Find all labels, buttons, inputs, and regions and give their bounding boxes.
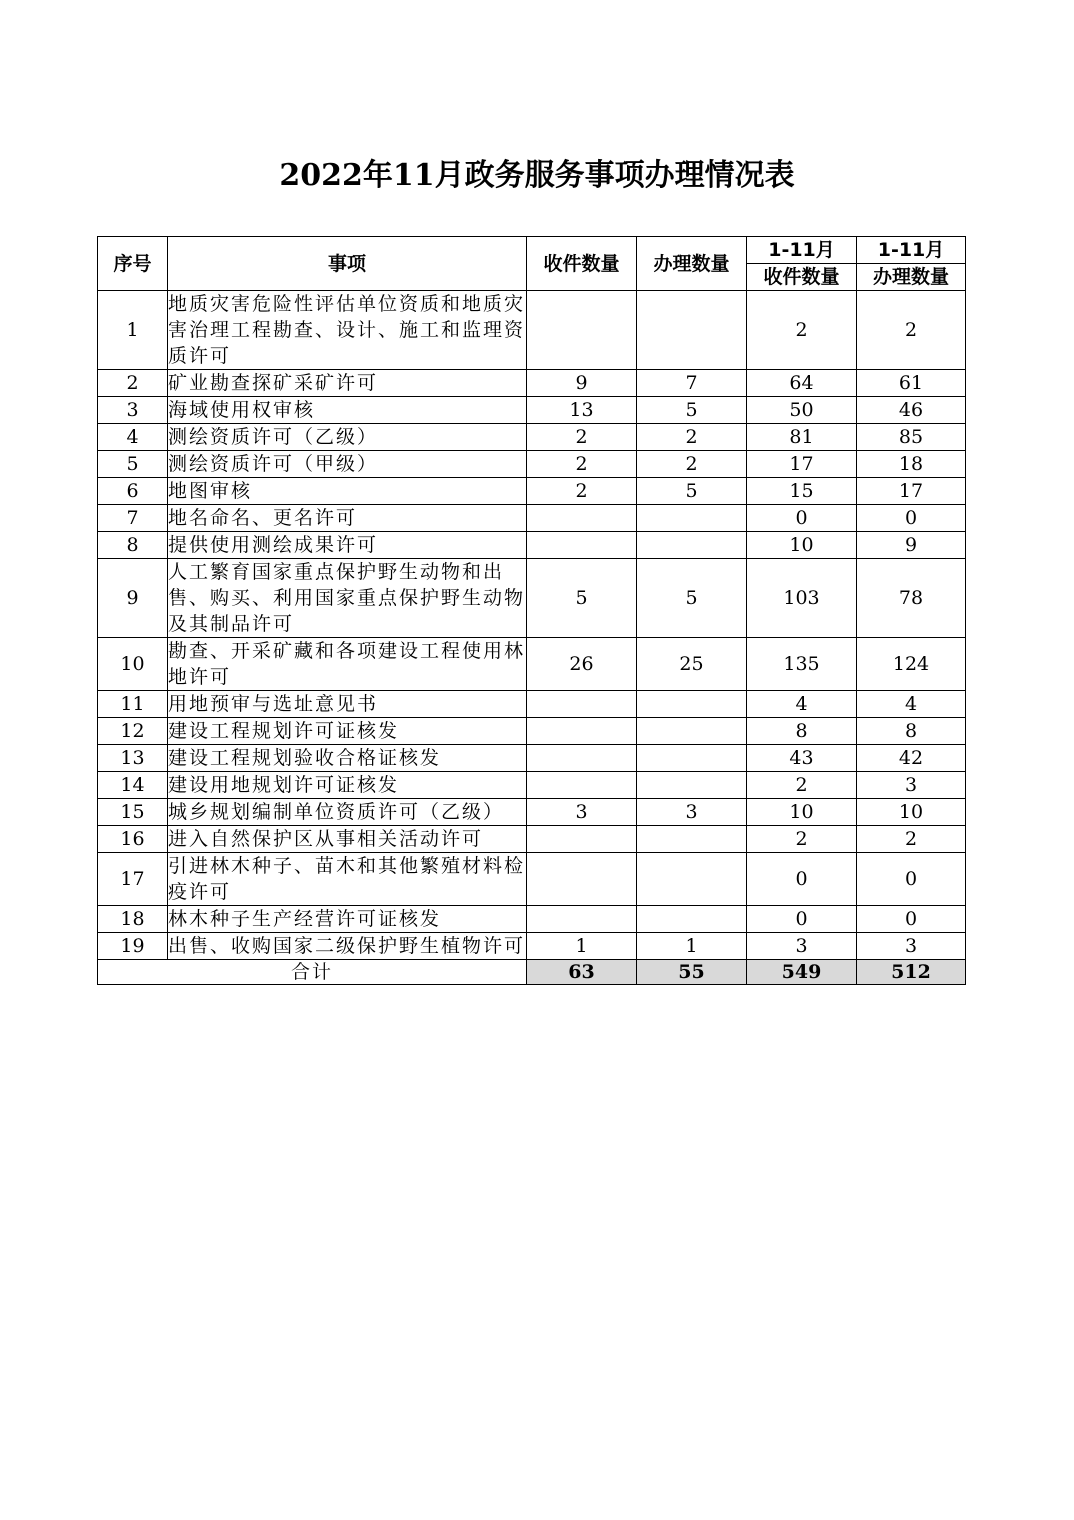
row-ytd-received: 0 xyxy=(747,853,857,906)
row-ytd-received: 4 xyxy=(747,691,857,718)
row-item: 提供使用测绘成果许可 xyxy=(168,532,527,559)
row-ytd-received: 64 xyxy=(747,370,857,397)
row-item: 地质灾害危险性评估单位资质和地质灾害治理工程勘查、设计、施工和监理资质许可 xyxy=(168,291,527,370)
row-ytd-handled: 18 xyxy=(857,451,966,478)
total-ytd-handled: 512 xyxy=(857,960,966,985)
row-item: 地名命名、更名许可 xyxy=(168,505,527,532)
row-seq: 10 xyxy=(98,638,168,691)
row-received: 2 xyxy=(527,424,637,451)
total-handled: 55 xyxy=(637,960,747,985)
row-seq: 11 xyxy=(98,691,168,718)
table-row xyxy=(98,478,966,505)
row-received xyxy=(527,532,637,559)
row-handled: 5 xyxy=(637,478,747,505)
row-ytd-received: 15 xyxy=(747,478,857,505)
row-received: 5 xyxy=(527,559,637,638)
table-body xyxy=(98,291,966,960)
header-seq: 序号 xyxy=(98,237,168,291)
row-handled xyxy=(637,853,747,906)
service-items-table xyxy=(97,236,966,985)
row-seq: 9 xyxy=(98,559,168,638)
row-ytd-received: 8 xyxy=(747,718,857,745)
row-item: 人工繁育国家重点保护野生动物和出售、购买、利用国家重点保护野生动物及其制品许可 xyxy=(168,559,527,638)
row-seq: 3 xyxy=(98,397,168,424)
row-seq: 12 xyxy=(98,718,168,745)
row-seq: 19 xyxy=(98,933,168,960)
row-ytd-handled: 61 xyxy=(857,370,966,397)
table-row xyxy=(98,559,966,638)
row-received xyxy=(527,906,637,933)
row-seq: 13 xyxy=(98,745,168,772)
row-received xyxy=(527,505,637,532)
row-handled xyxy=(637,532,747,559)
table-row xyxy=(98,638,966,691)
row-seq: 1 xyxy=(98,291,168,370)
row-handled xyxy=(637,718,747,745)
header-period-handled: 办理数量 xyxy=(857,264,966,291)
row-handled: 5 xyxy=(637,397,747,424)
row-handled xyxy=(637,291,747,370)
row-handled xyxy=(637,772,747,799)
row-received xyxy=(527,291,637,370)
row-received: 26 xyxy=(527,638,637,691)
row-ytd-handled: 124 xyxy=(857,638,966,691)
row-ytd-handled: 78 xyxy=(857,559,966,638)
row-ytd-handled: 17 xyxy=(857,478,966,505)
row-ytd-received: 0 xyxy=(747,505,857,532)
table-row xyxy=(98,933,966,960)
row-seq: 14 xyxy=(98,772,168,799)
row-ytd-received: 2 xyxy=(747,291,857,370)
table-row xyxy=(98,718,966,745)
table-row xyxy=(98,799,966,826)
row-handled xyxy=(637,906,747,933)
row-ytd-handled: 46 xyxy=(857,397,966,424)
row-item: 勘查、开采矿藏和各项建设工程使用林地许可 xyxy=(168,638,527,691)
row-item: 矿业勘查探矿采矿许可 xyxy=(168,370,527,397)
row-item: 地图审核 xyxy=(168,478,527,505)
row-handled: 2 xyxy=(637,451,747,478)
row-ytd-handled: 4 xyxy=(857,691,966,718)
row-ytd-handled: 3 xyxy=(857,933,966,960)
row-ytd-handled: 0 xyxy=(857,906,966,933)
row-ytd-received: 103 xyxy=(747,559,857,638)
row-item: 进入自然保护区从事相关活动许可 xyxy=(168,826,527,853)
row-item: 出售、收购国家二级保护野生植物许可 xyxy=(168,933,527,960)
row-received xyxy=(527,691,637,718)
row-received xyxy=(527,772,637,799)
row-item: 用地预审与选址意见书 xyxy=(168,691,527,718)
row-handled: 5 xyxy=(637,559,747,638)
row-handled xyxy=(637,505,747,532)
row-handled: 3 xyxy=(637,799,747,826)
row-item: 建设工程规划许可证核发 xyxy=(168,718,527,745)
row-ytd-handled: 2 xyxy=(857,826,966,853)
row-ytd-received: 3 xyxy=(747,933,857,960)
header-item: 事项 xyxy=(168,237,527,291)
total-label: 合计 xyxy=(98,960,527,985)
row-ytd-handled: 42 xyxy=(857,745,966,772)
row-ytd-received: 10 xyxy=(747,532,857,559)
row-item: 林木种子生产经营许可证核发 xyxy=(168,906,527,933)
row-seq: 2 xyxy=(98,370,168,397)
row-item: 引进林木种子、苗木和其他繁殖材料检疫许可 xyxy=(168,853,527,906)
row-received: 13 xyxy=(527,397,637,424)
table-row xyxy=(98,397,966,424)
header-handled: 办理数量 xyxy=(637,237,747,291)
row-handled xyxy=(637,745,747,772)
row-seq: 17 xyxy=(98,853,168,906)
row-ytd-received: 0 xyxy=(747,906,857,933)
table-row xyxy=(98,370,966,397)
total-ytd-received: 549 xyxy=(747,960,857,985)
row-seq: 16 xyxy=(98,826,168,853)
row-ytd-received: 135 xyxy=(747,638,857,691)
row-item: 建设用地规划许可证核发 xyxy=(168,772,527,799)
row-handled xyxy=(637,826,747,853)
row-received xyxy=(527,826,637,853)
row-received: 2 xyxy=(527,451,637,478)
row-handled: 2 xyxy=(637,424,747,451)
row-ytd-received: 81 xyxy=(747,424,857,451)
row-handled xyxy=(637,691,747,718)
table-row xyxy=(98,532,966,559)
row-ytd-handled: 0 xyxy=(857,505,966,532)
row-handled: 1 xyxy=(637,933,747,960)
row-ytd-received: 50 xyxy=(747,397,857,424)
table-row xyxy=(98,505,966,532)
row-item: 测绘资质许可（乙级） xyxy=(168,424,527,451)
table-row xyxy=(98,691,966,718)
row-ytd-handled: 85 xyxy=(857,424,966,451)
row-item: 城乡规划编制单位资质许可（乙级） xyxy=(168,799,527,826)
table-row xyxy=(98,853,966,906)
total-received: 63 xyxy=(527,960,637,985)
table-row xyxy=(98,291,966,370)
table-row xyxy=(98,451,966,478)
row-seq: 7 xyxy=(98,505,168,532)
header-received: 收件数量 xyxy=(527,237,637,291)
row-received: 1 xyxy=(527,933,637,960)
row-received: 2 xyxy=(527,478,637,505)
row-seq: 6 xyxy=(98,478,168,505)
row-seq: 8 xyxy=(98,532,168,559)
header-period-handled-label: 1-11月 xyxy=(857,237,966,264)
row-item: 海域使用权审核 xyxy=(168,397,527,424)
table-row xyxy=(98,424,966,451)
header-period-received: 收件数量 xyxy=(747,264,857,291)
total-row xyxy=(98,960,966,985)
row-item: 测绘资质许可（甲级） xyxy=(168,451,527,478)
row-ytd-received: 2 xyxy=(747,826,857,853)
header-period-received-label: 1-11月 xyxy=(747,237,857,264)
row-seq: 15 xyxy=(98,799,168,826)
row-received: 3 xyxy=(527,799,637,826)
table-row xyxy=(98,826,966,853)
row-ytd-received: 17 xyxy=(747,451,857,478)
row-ytd-handled: 2 xyxy=(857,291,966,370)
row-ytd-handled: 0 xyxy=(857,853,966,906)
row-received xyxy=(527,853,637,906)
table-row xyxy=(98,772,966,799)
row-ytd-handled: 10 xyxy=(857,799,966,826)
row-seq: 4 xyxy=(98,424,168,451)
row-item: 建设工程规划验收合格证核发 xyxy=(168,745,527,772)
table-row xyxy=(98,906,966,933)
row-ytd-received: 43 xyxy=(747,745,857,772)
row-ytd-handled: 8 xyxy=(857,718,966,745)
row-ytd-received: 10 xyxy=(747,799,857,826)
row-ytd-received: 2 xyxy=(747,772,857,799)
page-title: 2022年11月政务服务事项办理情况表 xyxy=(279,158,795,193)
row-seq: 5 xyxy=(98,451,168,478)
row-received xyxy=(527,718,637,745)
row-received: 9 xyxy=(527,370,637,397)
row-seq: 18 xyxy=(98,906,168,933)
row-received xyxy=(527,745,637,772)
row-handled: 25 xyxy=(637,638,747,691)
row-ytd-handled: 3 xyxy=(857,772,966,799)
row-ytd-handled: 9 xyxy=(857,532,966,559)
row-handled: 7 xyxy=(637,370,747,397)
table-row xyxy=(98,745,966,772)
